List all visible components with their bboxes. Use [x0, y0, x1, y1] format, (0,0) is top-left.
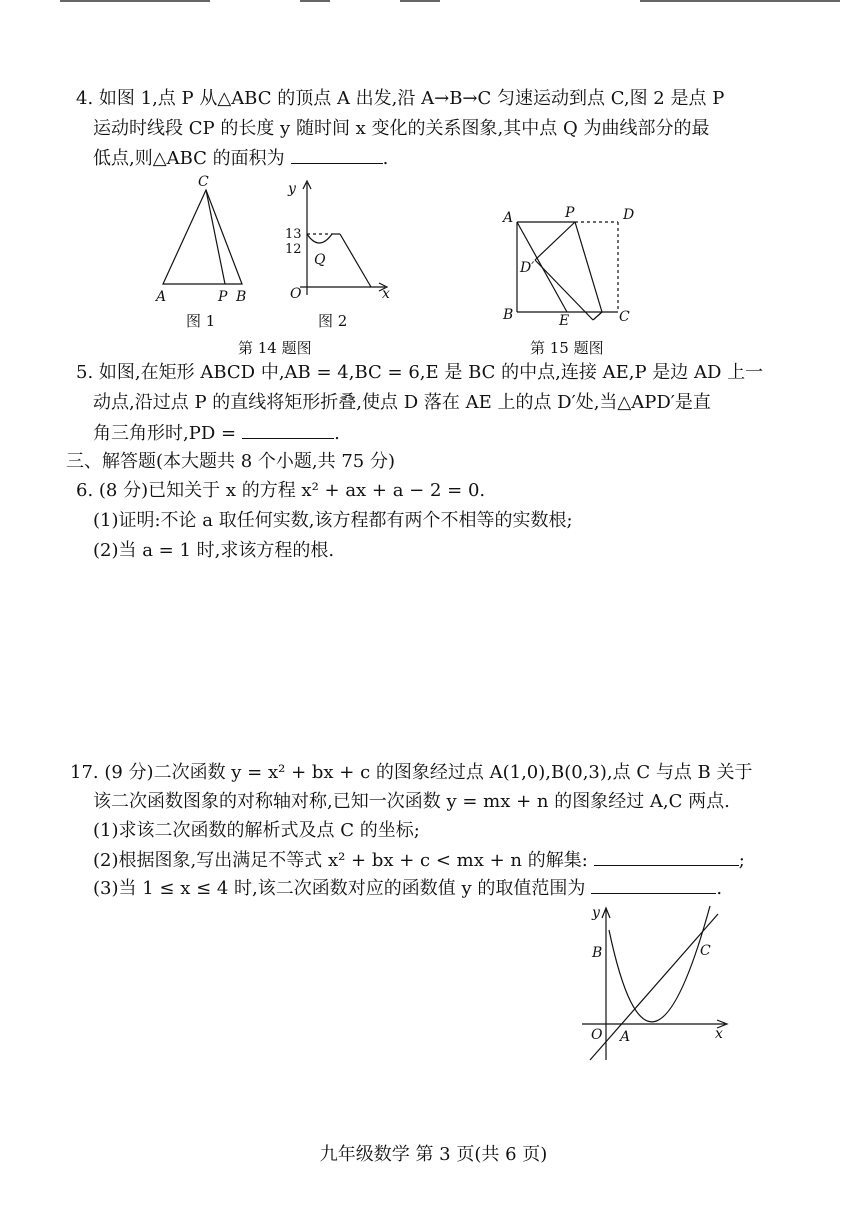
tick-13: 13 [285, 227, 302, 242]
q17-part2-text: (2)根据图象,写出满足不等式 x² + bx + c < mx + n 的解集: [93, 850, 588, 871]
axis-label-x: x [382, 286, 390, 302]
answer-blank-q4[interactable] [291, 147, 383, 164]
fig15-caption: 第 15 题图 [530, 339, 604, 357]
q4-line2: 运动时线段 CP 的长度 y 随时间 x 变化的关系图象,其中点 Q 为曲线部分的最 [93, 118, 710, 139]
origin-label: O [591, 1027, 603, 1043]
q5-line3-end: . [334, 423, 340, 444]
graph-line-2 [340, 234, 371, 287]
label-b: B [236, 289, 247, 305]
linear-function-line [590, 914, 718, 1060]
fig14-caption: 第 14 题图 [238, 339, 312, 357]
q17-part1: (1)求该二次函数的解析式及点 C 的坐标; [93, 820, 420, 841]
scan-mark [640, 0, 840, 2]
answer-blank-q17-3[interactable] [591, 877, 716, 894]
axis-label-y: y [592, 905, 600, 921]
q17-part2 [93, 849, 745, 872]
axis-label-y: y [288, 181, 296, 197]
fig14-triangle-figure [150, 170, 260, 305]
scan-mark [300, 0, 330, 2]
label-q: Q [314, 252, 326, 268]
q4-line3-end: . [382, 148, 389, 169]
label-p: P [565, 205, 575, 221]
fold-line [575, 222, 602, 312]
label-e: E [559, 313, 570, 329]
tick-12: 12 [285, 242, 302, 257]
q5-line2: 动点,沿过点 P 的直线将矩形折叠,使点 D 落在 AE 上的点 D′处,当△APD′是直 [93, 392, 711, 413]
label-b: B [503, 307, 514, 323]
label-p: P [218, 289, 228, 305]
q17-line2: 该二次函数图象的对称轴对称,已知一次函数 y = mx + n 的图象经过 A,C 两点. [93, 791, 730, 812]
q17-line1: 17. (9 分)二次函数 y = x² + bx + c 的图象经过点 A(1,0),B(0,3),点 C 与点 B 关于 [70, 762, 753, 783]
axis-label-x: x [715, 1026, 723, 1042]
label-a: A [620, 1029, 631, 1045]
q4-line3 [93, 147, 388, 170]
segment-pd-prime [535, 222, 575, 260]
section-heading: 三、解答题(本大题共 8 个小题,共 75 分) [66, 451, 396, 472]
label-d: D [623, 207, 635, 223]
label-c: C [198, 174, 209, 190]
q16-stem: 6. (8 分)已知关于 x 的方程 x² + ax + a − 2 = 0. [76, 480, 486, 501]
q16-part2: (2)当 a = 1 时,求该方程的根. [93, 540, 335, 561]
label-a: A [156, 289, 167, 305]
q17-part2-end: ; [738, 850, 745, 871]
label-a: A [503, 210, 514, 226]
segment-c-end [593, 312, 602, 320]
q4-line1: 4. 如图 1,点 P 从△ABC 的顶点 A 出发,沿 A→B→C 匀速运动到点 C,图 2 是点 P [76, 88, 725, 109]
label-c: C [700, 943, 711, 959]
fig2-caption: 图 2 [318, 312, 348, 330]
q5-line1: 5. 如图,在矩形 ABCD 中,AB = 4,BC = 6,E 是 BC 的中点,连接 AE,P 是边 AD 上一 [76, 362, 764, 383]
fig15-rectangle-figure [495, 200, 645, 330]
fig14-graph-figure [280, 175, 395, 305]
q17-part3-text: (3)当 1 ≤ x ≤ 4 时,该二次函数对应的函数值 y 的取值范围为 [93, 878, 586, 899]
q4-line3-text: 低点,则△ABC 的面积为 [93, 148, 285, 169]
scan-mark [400, 0, 440, 2]
q5-line3 [93, 422, 340, 445]
origin-label: O [290, 286, 302, 302]
segment-cp [206, 190, 225, 284]
answer-blank-q17-2[interactable] [594, 849, 739, 866]
fig17-graph-figure [570, 900, 740, 1070]
answer-blank-q5[interactable] [242, 422, 334, 439]
graph-curve [307, 234, 332, 243]
label-d-prime: D′ [520, 260, 535, 276]
fig1-caption: 图 1 [186, 312, 216, 330]
label-b: B [592, 945, 603, 961]
triangle-abc [163, 190, 242, 284]
segment-d-prime-c [535, 260, 593, 320]
page-footer: 九年级数学 第 3 页(共 6 页) [319, 1144, 548, 1165]
scan-mark [60, 0, 210, 2]
q5-line3-text: 角三角形时,PD = [93, 423, 237, 444]
q16-part1: (1)证明:不论 a 取任何实数,该方程都有两个不相等的实数根; [93, 510, 573, 531]
q17-part3-end: . [716, 878, 723, 899]
label-c: C [619, 309, 630, 325]
parabola [609, 906, 710, 1022]
q17-part3 [93, 877, 722, 900]
